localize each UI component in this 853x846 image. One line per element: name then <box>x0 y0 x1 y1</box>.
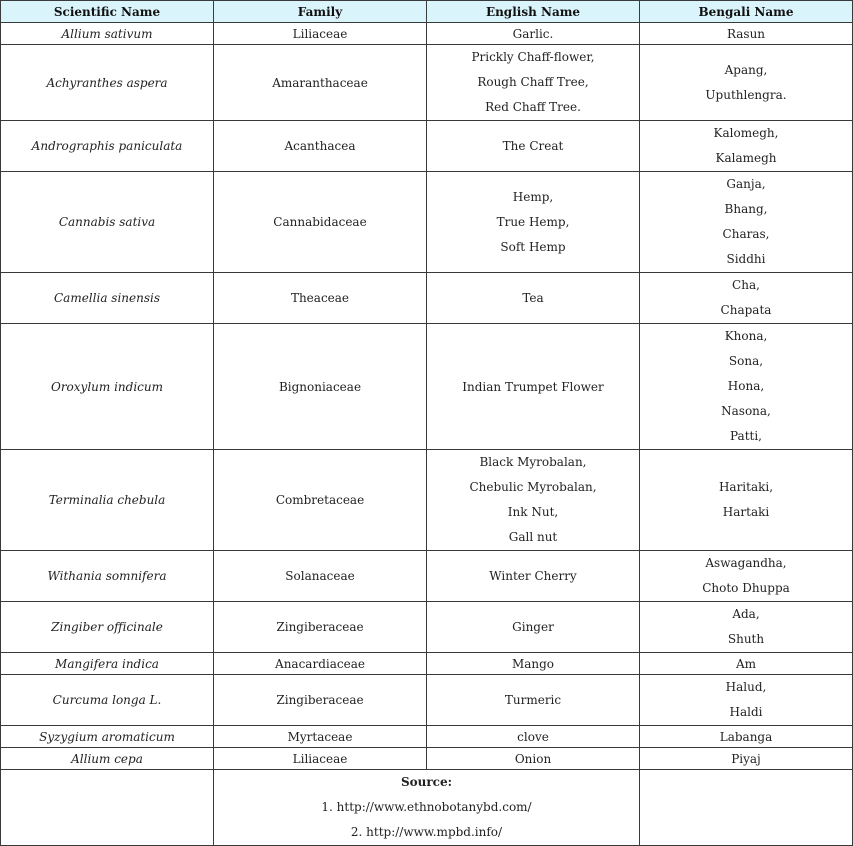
bengali-line: Haldi <box>729 705 763 719</box>
english-line: Black Myrobalan, <box>479 455 587 469</box>
english-name-cell <box>427 23 640 45</box>
bengali-name-cell <box>640 551 853 602</box>
table-row <box>1 324 853 450</box>
table-row <box>1 23 853 45</box>
bengali-line: Hartaki <box>722 505 770 519</box>
scientific-name-cell: Curcuma longa L. <box>1 675 214 726</box>
scientific-name-cell: Allium cepa <box>1 748 214 770</box>
family-cell: Acanthacea <box>214 121 427 172</box>
header-row <box>1 1 853 23</box>
table-row <box>1 675 853 726</box>
bengali-line: Bhang, <box>724 202 768 216</box>
english-line: Rough Chaff Tree, <box>477 75 589 89</box>
bengali-line: Sona, <box>728 354 764 368</box>
table-row <box>1 602 853 653</box>
english-line: Winter Cherry <box>489 569 577 583</box>
english-line: clove <box>517 729 549 744</box>
source-cell <box>214 770 640 846</box>
bengali-name-cell <box>640 121 853 172</box>
bengali-line: Siddhi <box>726 252 766 266</box>
source-row <box>1 770 853 846</box>
bengali-line: Uputhlengra. <box>705 87 787 102</box>
family-cell: Amaranthaceae <box>214 45 427 121</box>
table-row <box>1 748 853 770</box>
bengali-line: Kalomegh, <box>713 126 779 140</box>
english-name-cell <box>427 450 640 551</box>
family-cell: Anacardiaceae <box>214 653 427 675</box>
english-name-cell <box>427 748 640 770</box>
english-name-cell <box>427 172 640 273</box>
scientific-name-cell: Camellia sinensis <box>1 273 214 324</box>
scientific-name-cell: Terminalia chebula <box>1 450 214 551</box>
english-name-cell <box>427 653 640 675</box>
scientific-name-cell: Withania somnifera <box>1 551 214 602</box>
bengali-line: Rasun <box>726 26 766 41</box>
table-row <box>1 551 853 602</box>
bengali-line: Kalamegh <box>715 151 777 165</box>
bengali-name-cell <box>640 450 853 551</box>
family-cell: Bignoniaceae <box>214 324 427 450</box>
bengali-name-cell <box>640 172 853 273</box>
table-row <box>1 273 853 324</box>
bengali-name-cell <box>640 23 853 45</box>
english-name-cell <box>427 45 640 121</box>
english-name-cell <box>427 551 640 602</box>
english-line: Hemp, <box>512 189 554 204</box>
table-row <box>1 653 853 675</box>
bengali-line: Piyaj <box>731 751 761 766</box>
english-line: Turmeric <box>504 693 562 707</box>
english-line: Gall nut <box>508 530 558 544</box>
bengali-name-cell <box>640 675 853 726</box>
scientific-name-cell: Cannabis sativa <box>1 172 214 273</box>
header-family: Family <box>214 1 427 23</box>
english-name-cell <box>427 602 640 653</box>
english-line: Prickly Chaff-flower, <box>471 50 595 64</box>
bengali-line: Khona, <box>724 329 768 343</box>
bengali-line: Apang, <box>724 62 768 77</box>
scientific-name-cell: Syzygium aromaticum <box>1 726 214 748</box>
source-empty-left <box>1 770 214 846</box>
source-empty-right <box>640 770 853 846</box>
family-cell: Solanaceae <box>214 551 427 602</box>
table-row <box>1 172 853 273</box>
family-cell: Theaceae <box>214 273 427 324</box>
table-row <box>1 45 853 121</box>
bengali-line: Haritaki, <box>718 480 774 494</box>
english-name-cell <box>427 726 640 748</box>
english-line: Chebulic Myrobalan, <box>469 480 597 494</box>
family-cell: Zingiberaceae <box>214 675 427 726</box>
bengali-line: Ganja, <box>726 177 766 191</box>
bengali-line: Chapata <box>720 303 772 317</box>
english-line: Soft Hemp <box>500 239 566 254</box>
bengali-name-cell <box>640 602 853 653</box>
english-line: True Hemp, <box>496 214 570 229</box>
english-line: Red Chaff Tree. <box>485 100 581 114</box>
family-cell: Liliaceae <box>214 23 427 45</box>
scientific-name-cell: Oroxylum indicum <box>1 324 214 450</box>
scientific-name-cell: Andrographis paniculata <box>1 121 214 172</box>
english-line: Garlic. <box>512 26 554 41</box>
family-cell: Liliaceae <box>214 748 427 770</box>
bengali-line: Hona, <box>727 379 765 393</box>
family-cell: Combretaceae <box>214 450 427 551</box>
bengali-line: Charas, <box>722 227 770 241</box>
table-row <box>1 450 853 551</box>
bengali-name-cell <box>640 653 853 675</box>
scientific-name-cell: Mangifera indica <box>1 653 214 675</box>
english-line: The Creat <box>502 139 564 153</box>
header-english-name: English Name <box>427 1 640 23</box>
bengali-line: Halud, <box>725 680 767 694</box>
bengali-line: Cha, <box>732 278 760 292</box>
english-line: Onion <box>514 751 552 766</box>
english-line: Indian Trumpet Flower <box>462 379 604 394</box>
bengali-name-cell <box>640 45 853 121</box>
scientific-name-cell: Allium sativum <box>1 23 214 45</box>
bengali-name-cell <box>640 726 853 748</box>
bengali-name-cell <box>640 273 853 324</box>
header-bengali-name: Bengali Name <box>640 1 853 23</box>
family-cell: Cannabidaceae <box>214 172 427 273</box>
table-row <box>1 121 853 172</box>
bengali-line: Aswagandha, <box>705 556 787 570</box>
english-line: Mango <box>511 656 555 671</box>
table-row <box>1 726 853 748</box>
english-name-cell <box>427 121 640 172</box>
bengali-line: Choto Dhuppa <box>702 581 790 595</box>
table-body <box>1 23 853 770</box>
bengali-line: Ada, <box>732 607 760 621</box>
bengali-line: Patti, <box>730 429 762 443</box>
bengali-line: Am <box>735 656 757 671</box>
scientific-name-cell: Zingiber officinale <box>1 602 214 653</box>
family-cell: Zingiberaceae <box>214 602 427 653</box>
english-name-cell <box>427 273 640 324</box>
source-link-2[interactable]: 2. http://www.mpbd.info/ <box>350 825 503 839</box>
bengali-name-cell <box>640 324 853 450</box>
bengali-line: Shuth <box>727 632 765 646</box>
english-name-cell <box>427 324 640 450</box>
bengali-name-cell <box>640 748 853 770</box>
english-line: Tea <box>522 291 544 305</box>
bengali-line: Labanga <box>719 729 773 744</box>
family-cell: Myrtaceae <box>214 726 427 748</box>
english-name-cell <box>427 675 640 726</box>
scientific-name-cell: Achyranthes aspera <box>1 45 214 121</box>
bengali-line: Nasona, <box>721 404 771 418</box>
english-line: Ginger <box>512 620 554 634</box>
source-title: Source: <box>400 775 453 789</box>
english-line: Ink Nut, <box>507 505 559 519</box>
header-scientific-name: Scientific Name <box>1 1 214 23</box>
source-link-1[interactable]: 1. http://www.ethnobotanybd.com/ <box>321 800 532 814</box>
